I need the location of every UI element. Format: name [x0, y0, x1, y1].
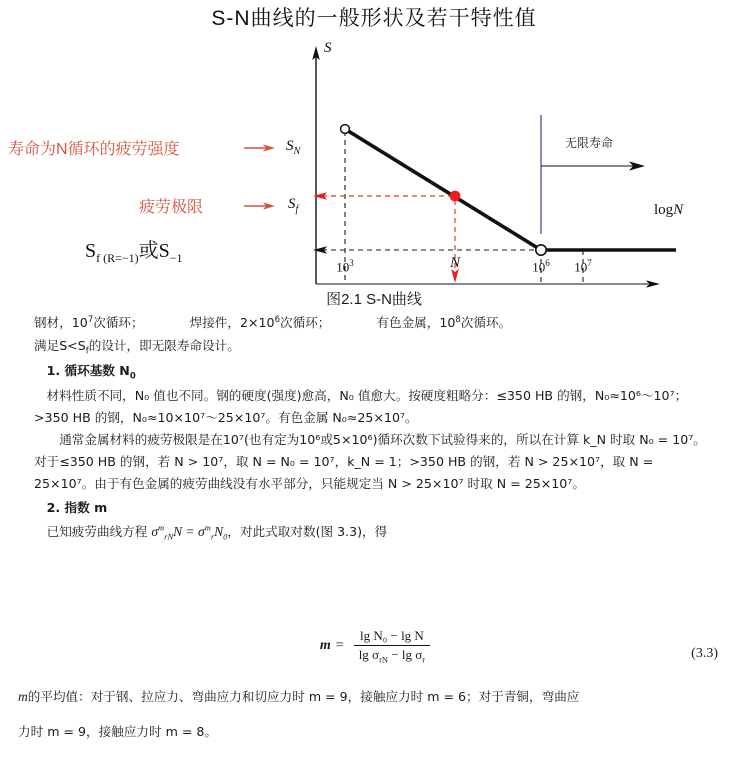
equation-number: (3.3) [691, 646, 718, 661]
label-s-f: $S_f$ [288, 196, 299, 215]
paragraph-1: 材料性质不同，N₀ 值也不同。钢的硬度(强度)愈高，N₀ 值愈大。按硬度粗略分：≤350 HB 的钢，N₀≈10⁶～10⁷；>350 HB 的钢，N₀≈10×10⁷～25×10⁷。有色金属 N₀≈25×10⁷。 [34, 387, 688, 425]
x-axis-arrowhead [646, 280, 660, 287]
curve-start-marker [341, 125, 350, 134]
material-nonferrous: 有色金属，$10^8$次循环。 [376, 314, 512, 330]
spacer-1 [144, 312, 190, 334]
formula-den-sub-2: r [422, 654, 426, 665]
material-weldment: 焊接件，$2\times 10^6$次循环； [189, 314, 331, 330]
body-text [34, 312, 716, 545]
tail-text [18, 672, 730, 755]
paragraph-2: 通常金属材料的疲劳极限是在10⁷(也有定为10⁶或5×10⁶)循环次数下试验得来的，所以在计算 k_N 时取 N₀ = 10⁷。对于≤350 HB 的钢，若 N > 10⁷，取 N = N₀ = 10⁷，k_N = 1；>350 HB 的钢，若 N > 25×10⁷，取 N = 25×10⁷。由于有色金属的疲劳曲线没有水平部分，只能规定当 N > 25×10⁷ 时取 N = 25×10⁷。 [34, 432, 706, 491]
tick-label-10e7: $10^7$ [574, 258, 592, 275]
materials-line [34, 312, 716, 334]
formula-den-sub-1: rN [379, 654, 389, 665]
knee-point-marker [536, 245, 546, 255]
sf-alternate-notation: $S_{f (R=-1)}$或$S_{-1}$ [85, 240, 183, 265]
fatigue-strength-point [450, 191, 461, 202]
formula-equals: = [335, 638, 344, 654]
formula-lhs: m [319, 638, 331, 654]
design-condition-line: 满足$S<S_f$的设计，即无限寿命设计。 [34, 337, 240, 357]
sn-sloped-segment [345, 129, 541, 250]
formula-3-3 [34, 628, 716, 665]
label-s-f-sub: f [295, 204, 299, 215]
paragraph-3: 已知疲劳曲线方程 $\sigma^m_{rN}N = \sigma^m_rN_0$，对此式取对数(图 3.3)，得 [46, 522, 388, 542]
material-steel-exp: 7 [87, 314, 94, 325]
tick-label-n: N [449, 255, 460, 271]
section-1-heading-sub: 0 [129, 371, 136, 382]
spacer-2 [330, 312, 376, 334]
label-s-n-sub: N [293, 146, 301, 157]
tail-line-1: m的平均值：对于钢、拉应力、弯曲应力和切应力时 m = 9，接触应力时 m = 6；对于青铜，弯曲应 [18, 688, 580, 704]
y-axis-label: S [324, 40, 332, 56]
callout-fatigue-strength: 寿命为N循环的疲劳强度 [8, 141, 180, 158]
tick-label-10e6: $10^6$ [532, 258, 550, 275]
callout-fatigue-limit: 疲劳极限 [139, 199, 204, 216]
sf-alt-subscript-2: −1 [169, 251, 183, 265]
page-title: S-N曲线的一般形状及若干特性值 [211, 7, 537, 30]
material-steel: 钢材，$10^7$次循环； [34, 314, 144, 330]
section-1-heading: 1. 循环基数 $N_0$ [46, 362, 136, 382]
fatigue-equation-inline: $\sigma^m_{rN}N = \sigma^m_rN_0$ [151, 522, 228, 542]
tail-leading-italic: m [18, 688, 28, 704]
figure-caption: 图2.1 S-N曲线 [326, 291, 422, 308]
tick-label-10e3: $10^3$ [336, 258, 354, 275]
formula-fraction [354, 628, 430, 665]
tail-line-2: 力时 m = 9，接触应力时 m = 8。 [18, 723, 218, 739]
design-condition-sub: f [85, 346, 89, 357]
formula-numerator: lg N₀ − lg N [359, 628, 424, 643]
x-axis-label-italic: N [673, 202, 684, 218]
section-2-heading: 2. 指数 m [46, 500, 108, 516]
material-nonferrous-exp: 8 [455, 314, 461, 325]
x-axis-label: logN [654, 202, 684, 218]
figure-sn-curve [0, 36, 748, 306]
label-s-n: $S_N$ [286, 138, 301, 157]
infinite-life-label: 无限寿命 [565, 136, 614, 150]
formula-denominator: $\lg \sigma_{rN} - \lg \sigma_r$ [354, 645, 430, 665]
sf-alt-subscript-1: f (R=−1) [96, 251, 139, 265]
material-weldment-exp: 6 [274, 314, 280, 325]
